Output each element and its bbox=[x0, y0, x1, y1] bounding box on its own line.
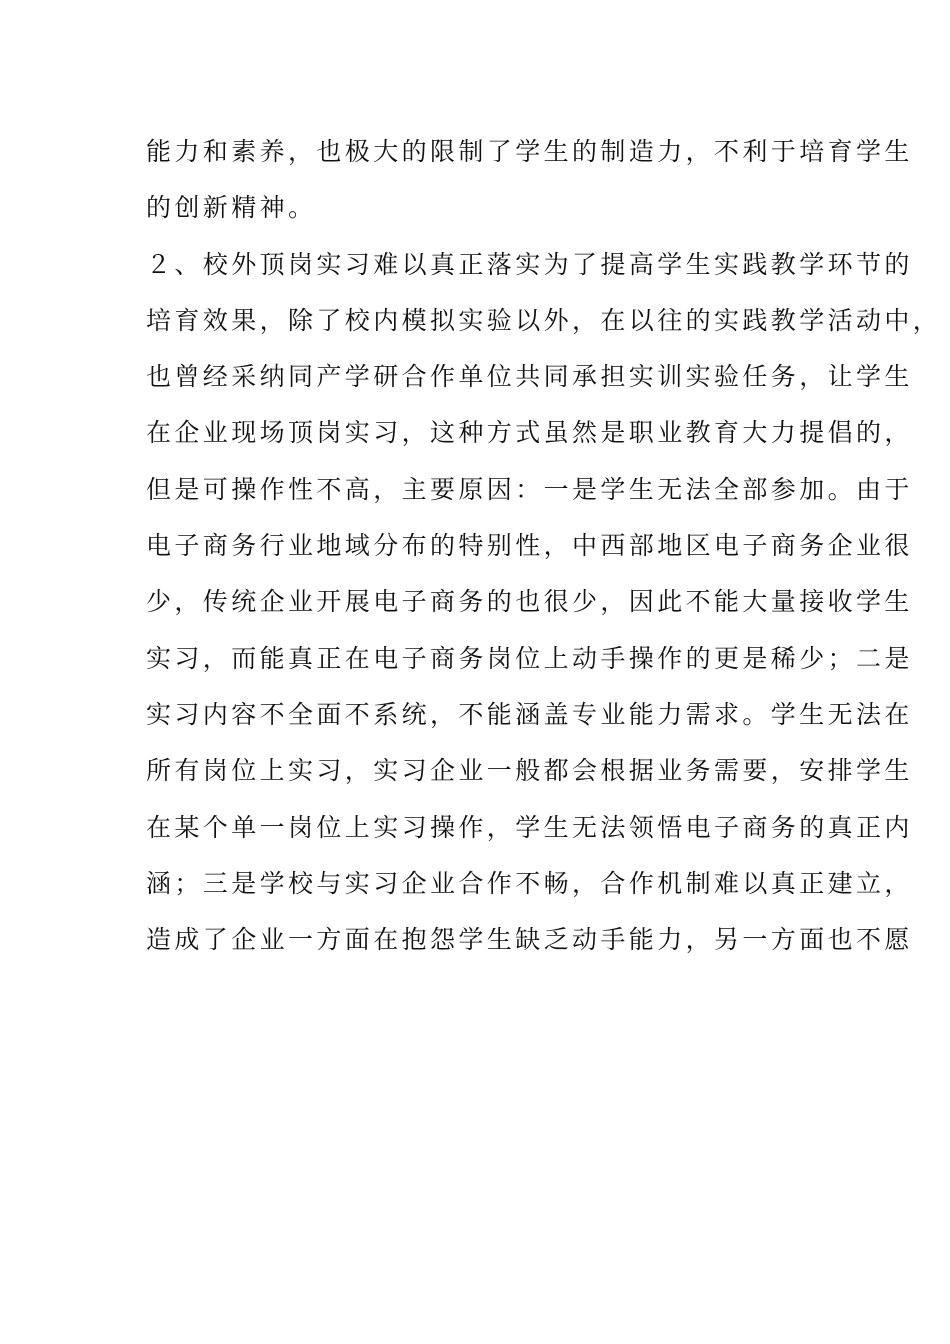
text-line: 但是可操作性不高，主要原因：一是学生无法全部参加。由于 bbox=[146, 474, 913, 504]
text-line: ２、校外顶岗实习难以真正落实为了提高学生实践教学环节的 bbox=[146, 249, 913, 279]
text-line: 少，传统企业开展电子商务的也很少，因此不能大量接收学生 bbox=[146, 587, 913, 617]
text-line: 在企业现场顶岗实习，这种方式虽然是职业教育大力提倡的， bbox=[146, 418, 913, 448]
text-line: 的创新精神。 bbox=[146, 193, 317, 223]
text-line: 涵；三是学校与实习企业合作不畅，合作机制难以真正建立， bbox=[146, 868, 913, 898]
body-text bbox=[146, 129, 942, 973]
text-line: 在某个单一岗位上实习操作，学生无法领悟电子商务的真正内 bbox=[146, 812, 913, 842]
text-line: 电子商务行业地域分布的特别性，中西部地区电子商务企业很 bbox=[146, 531, 913, 561]
text-line: 也曾经采纳同产学研合作单位共同承担实训实验任务，让学生 bbox=[146, 362, 913, 392]
text-line: 能力和素养，也极大的限制了学生的制造力，不利于培育学生 bbox=[146, 137, 913, 166]
text-line: 造成了企业一方面在抱怨学生缺乏动手能力，另一方面也不愿 bbox=[146, 925, 913, 955]
text-line: 实习内容不全面不系统，不能涵盖专业能力需求。学生无法在 bbox=[146, 699, 913, 729]
text-line: 培育效果，除了校内模拟实验以外，在以往的实践教学活动中， bbox=[146, 305, 942, 335]
text-line: 所有岗位上实习，实习企业一般都会根据业务需要，安排学生 bbox=[146, 756, 913, 786]
text-line: 实习，而能真正在电子商务岗位上动手操作的更是稀少；二是 bbox=[146, 643, 913, 673]
